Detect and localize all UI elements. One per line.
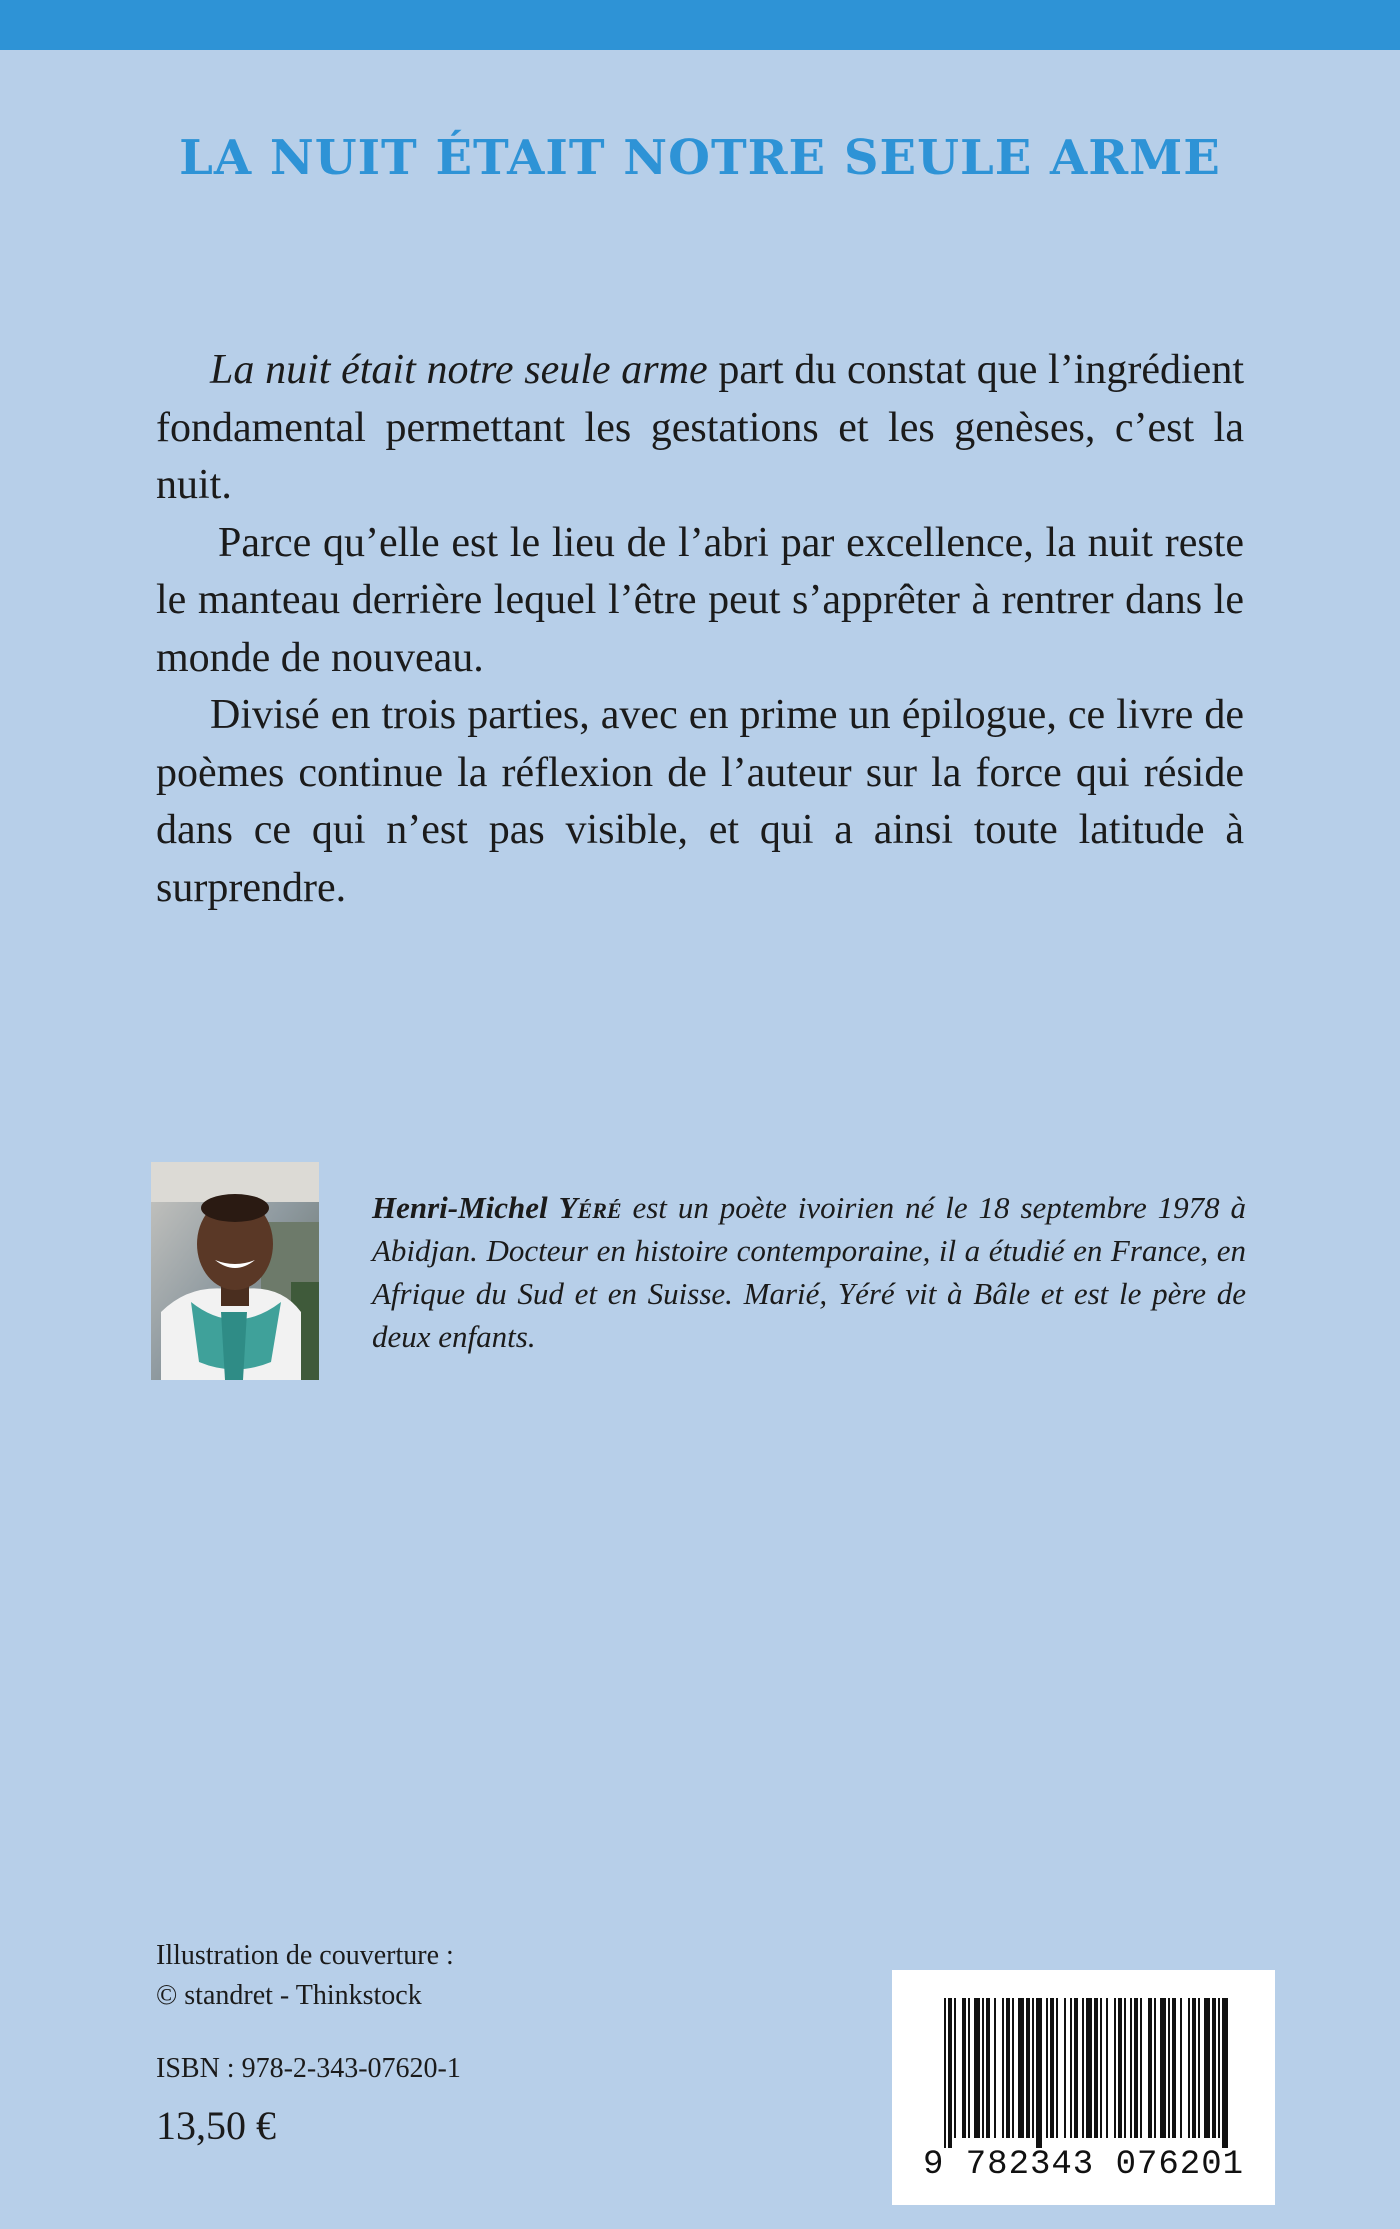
barcode-bar — [1002, 1998, 1004, 2138]
barcode-bar — [1160, 1998, 1166, 2138]
barcode-bar — [954, 1998, 956, 2138]
barcode-bar — [1192, 1998, 1196, 2138]
barcode-bar — [1050, 1998, 1054, 2138]
barcode-bar — [1130, 1998, 1132, 2138]
barcode-bar — [1212, 1998, 1216, 2138]
barcode-bar — [1046, 1998, 1048, 2138]
barcode-bar — [1154, 1998, 1156, 2138]
cover-credits — [156, 1936, 454, 2016]
author-portrait-image — [151, 1162, 319, 1380]
barcode-bar — [1074, 1998, 1078, 2138]
blurb-paragraph-2: Parce qu’elle est le lieu de l’abri par excellence, la nuit reste le manteau derrière lequel l’être peut s’apprêter à rentrer dans le monde de nouveau. — [156, 519, 1244, 681]
barcode-bar — [1070, 1998, 1072, 2138]
barcode-bar — [974, 1998, 980, 2138]
credits-line-1: Illustration de couverture : — [156, 1940, 454, 1971]
blurb-paragraph-1-text: part du constat que l’ingrédient fondamental permettant les gestations et les genèses, c’est la nuit. — [156, 347, 1244, 508]
barcode-bar — [1082, 1998, 1084, 2138]
author-name — [372, 1190, 622, 1225]
barcode-bar — [1198, 1998, 1200, 2138]
barcode-bar — [1124, 1998, 1126, 2138]
barcode-bar — [982, 1998, 984, 2138]
barcode-bar — [1026, 1998, 1030, 2138]
barcode-bar — [1114, 1998, 1116, 2138]
barcode-bar — [1218, 1998, 1220, 2138]
blurb-book-title: La nuit était notre seule arme — [210, 347, 708, 393]
barcode-bar — [1094, 1998, 1098, 2138]
barcode-bar — [1012, 1998, 1014, 2138]
author-bio-text: est un poète ivoirien né le 18 septembre 1978 à Abidjan. Docteur en histoire contemporaine, il a étudié en France, en Afrique du Sud et en Suisse. Marié, Yéré vit à Bâle et est le père de deux enfants. — [372, 1190, 1247, 1354]
top-color-band — [0, 0, 1400, 50]
barcode-bar — [1222, 1998, 1228, 2148]
barcode-bar — [1188, 1998, 1190, 2138]
barcode-bar — [1148, 1998, 1152, 2138]
barcode-bar — [1140, 1998, 1142, 2138]
barcode-bar — [1036, 1998, 1042, 2148]
barcode-bar — [1180, 1998, 1182, 2138]
barcode-bar — [1006, 1998, 1010, 2138]
blurb-paragraph-1 — [156, 342, 1244, 515]
author-photo — [151, 1162, 319, 1380]
author-bio — [372, 1186, 1246, 1358]
barcode-bar — [1134, 1998, 1138, 2138]
barcode-bar — [1032, 1998, 1034, 2138]
barcode-bar — [1064, 1998, 1066, 2138]
price: 13,50 € — [156, 2103, 276, 2148]
author-first-name: Henri-Michel — [372, 1190, 548, 1225]
blurb-paragraph-3: Divisé en trois parties, avec en prime un épilogue, ce livre de poèmes continue la réflexion de l’auteur sur la force qui réside dans ce qui n’est pas visible, et qui a ainsi toute latitude à surprendre. — [156, 692, 1244, 911]
isbn: ISBN : 978-2-343-07620-1 — [156, 2053, 461, 2084]
back-cover-blurb — [156, 342, 1244, 917]
credits-line-2: © standret - Thinkstock — [156, 1980, 422, 2011]
barcode-bar — [968, 1998, 970, 2138]
barcode-bar — [1118, 1998, 1122, 2138]
barcode-digits: 9 782343 076201 — [922, 2146, 1245, 2184]
barcode-bar — [1056, 1998, 1058, 2138]
barcode — [892, 1970, 1275, 2205]
barcode-bar — [962, 1998, 966, 2138]
author-last-name: Yéré — [558, 1190, 622, 1225]
book-title: LA NUIT ÉTAIT NOTRE SEULE ARME — [179, 130, 1221, 186]
barcode-bar — [1086, 1998, 1092, 2138]
barcode-bar — [1018, 1998, 1024, 2138]
barcode-bar — [948, 1998, 952, 2148]
barcode-bar — [1204, 1998, 1210, 2138]
barcode-bar — [1172, 1998, 1176, 2138]
barcode-bar — [994, 1998, 996, 2138]
barcode-bar — [986, 1998, 990, 2138]
barcode-bar — [1168, 1998, 1170, 2138]
barcode-bar — [944, 1998, 946, 2148]
barcode-bar — [1106, 1998, 1108, 2138]
barcode-bar — [1100, 1998, 1102, 2138]
